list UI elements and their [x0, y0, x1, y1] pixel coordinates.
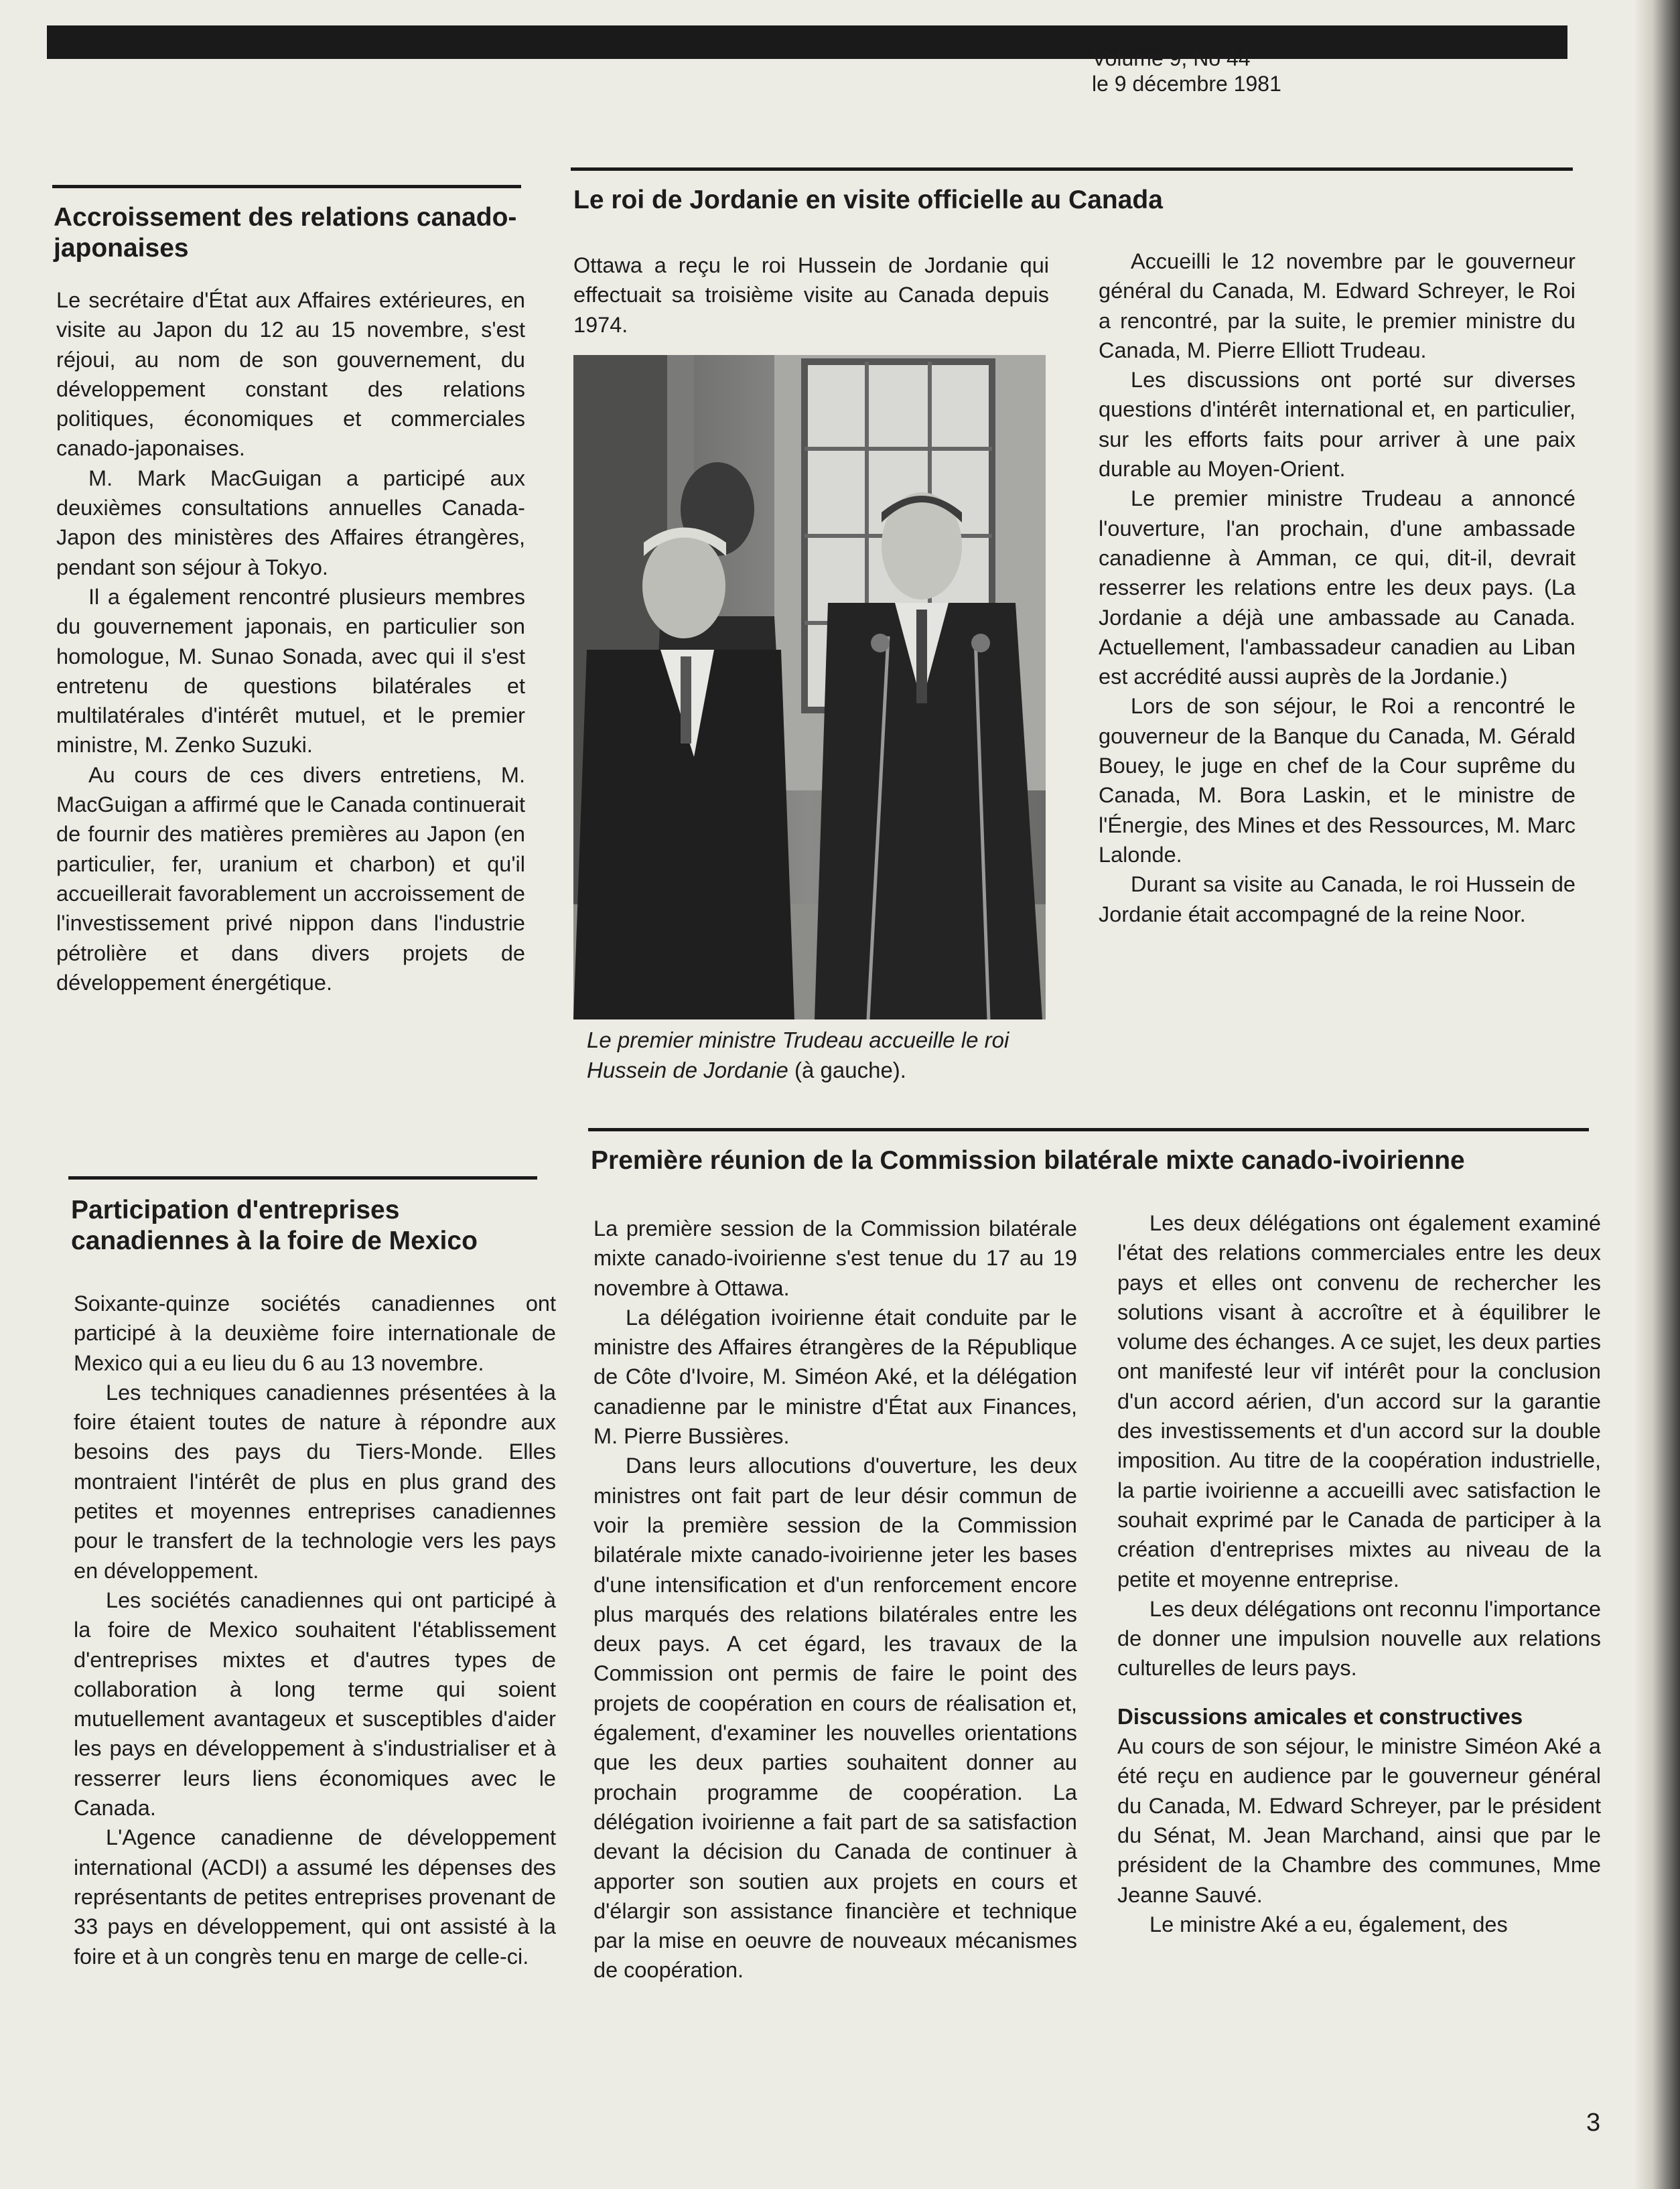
article-rule: [571, 167, 1573, 171]
caption-italic: Le premier ministre Trudeau accueille le roi Hussein de Jordanie: [587, 1028, 1009, 1082]
paragraph: La première session de la Commission bilatérale mixte canado-ivoirienne s'est tenue du 17 au 19 novembre à Ottawa.: [593, 1216, 1077, 1300]
article-body-japan: [56, 285, 525, 997]
article-rule: [52, 185, 521, 188]
article-body-ivory-col2: [1117, 1208, 1601, 1939]
article-title-japan: Accroissement des relations canado-japonaises: [54, 203, 517, 263]
article-rule: [68, 1176, 537, 1180]
subheading-discussions: Discussions amicales et constructives: [1117, 1703, 1523, 1729]
paragraph: Le premier ministre Trudeau a annoncé l'ouverture, l'an prochain, d'une ambassade canadienne à Amman, ce qui, dit-il, devrait resserrer les relations entre les deux pays. (La Jordanie a déjà une ambassade au Canada. Actuellement, l'ambassadeur canadien au Liban est accrédité aussi auprès de la Jordanie.): [1099, 486, 1576, 689]
header-rule: [47, 25, 1567, 59]
paragraph: Le secrétaire d'État aux Affaires extérieures, en visite au Japon du 12 au 15 novembre, s'est réjoui, au nom de son gouvernement, du développement constant des relations politiques, économiques et commerciales canado-japonaises.: [56, 288, 525, 461]
article-title-jordan: Le roi de Jordanie en visite officielle au Canada: [573, 186, 1163, 214]
paragraph: Les deux délégations ont reconnu l'importance de donner une impulsion nouvelle aux relations culturelles de leurs pays.: [1117, 1596, 1601, 1681]
article-body-ivory-col1: [593, 1214, 1077, 1985]
paragraph: M. Mark MacGuigan a participé aux deuxièmes consultations annuelles Canada-Japon des ministères des Affaires étrangères, pendant son séjour à Tokyo.: [56, 466, 525, 579]
article-body-mexico: [74, 1289, 556, 1971]
article-title-mexico: Participation d'entreprises canadiennes à la foire de Mexico: [71, 1196, 478, 1255]
article-rule: [588, 1128, 1589, 1131]
paragraph: Le ministre Aké a eu, également, des: [1149, 1912, 1508, 1936]
page-number: 3: [1586, 2109, 1601, 2137]
paragraph: Les techniques canadiennes présentées à la foire étaient toutes de nature à répondre aux besoins des pays du Tiers-Monde. Elles montraient l'intérêt de plus en plus grand des petites et moyennes entreprises canadiennes pour le transfert de la technologie vers les pays en développement.: [74, 1380, 556, 1583]
article-intro-jordan: [573, 251, 1049, 340]
page-edge-shadow: [1634, 0, 1680, 2189]
photo-illustration: [573, 355, 1046, 1019]
paragraph: Durant sa visite au Canada, le roi Hussein de Jordanie était accompagné de la reine Noor.: [1099, 872, 1576, 926]
photo-trudeau-hussein: [573, 355, 1046, 1019]
paragraph: La délégation ivoirienne était conduite par le ministre des Affaires étrangères de la République de Côte d'Ivoire, M. Siméon Aké, et la délégation canadienne par le ministre d'État aux Finances, M. Pierre Bussières.: [593, 1305, 1077, 1449]
paragraph: L'Agence canadienne de développement international (ACDI) a assumé les dépenses des représentants de petites entreprises provenant de 33 pays en développement, qui ont assisté à la foire et à un congrès tenu en marge de celle-ci.: [74, 1825, 556, 1969]
paragraph: Les sociétés canadiennes qui ont participé à la foire de Mexico souhaitent l'établissement d'entreprises mixtes et d'autres types de collaboration à long terme qui soient mutuellement avantageux et susceptibles d'aider les pays en développement à s'industrialiser et à resserrer leurs liens économiques avec le Canada.: [74, 1587, 556, 1821]
issue-info: [1092, 46, 1281, 96]
issue-date: le 9 décembre 1981: [1092, 72, 1281, 96]
paragraph: Dans leurs allocutions d'ouverture, les deux ministres ont fait part de leur désir commun de voir la première session de la Commission bilatérale mixte canado-ivoirienne jeter les bases d'une intensification et d'un renforcement encore plus marqués des relations bilatérales entre les deux pays. A cet égard, les travaux de la Commission ont permis de faire le point des projets de coopération en cours de réalisation et, également, d'examiner les nouvelles orientations que les deux parties souhaitent donner au prochain programme de coopération. La délégation ivoirienne a fait part de sa satisfaction devant la décision du Canada de continuer à apporter son soutien aux projets en cours et d'élargir son assistance financière et technique par la mise en oeuvre de nouveaux mécanismes de coopération.: [593, 1454, 1077, 1983]
volume-number: Volume 9, No 44: [1092, 46, 1251, 70]
paragraph: Il a également rencontré plusieurs membres du gouvernement japonais, en particulier son homologue, M. Sunao Sonada, avec qui il s'est entretenu de questions bilatérales et multilatérales d'intérêt mutuel, et le premier ministre, M. Zenko Suzuki.: [56, 584, 525, 758]
photo-caption: [587, 1025, 1062, 1085]
paragraph: Au cours de son séjour, le ministre Siméon Aké a été reçu en audience par le gouverneur général du Canada, M. Edward Schreyer, par le président du Sénat, M. Jean Marchand, ainsi que par le président de la Chambre des communes, Mme Jeanne Sauvé.: [1117, 1734, 1601, 1907]
paragraph: Les discussions ont porté sur diverses questions d'intérêt international et, en particulier, sur les efforts faits pour arriver à une paix durable au Moyen-Orient.: [1099, 368, 1576, 482]
paragraph: Lors de son séjour, le Roi a rencontré le gouverneur de la Banque du Canada, M. Gérald Bouey, le juge en chef de la Cour suprême du Canada, M. Bora Laskin, et le ministre de l'Énergie, des Mines et des Ressources, M. Marc Lalonde.: [1099, 694, 1576, 867]
caption-plain: (à gauche).: [788, 1058, 906, 1082]
paragraph: Accueilli le 12 novembre par le gouverneur général du Canada, M. Edward Schreyer, le Roi a rencontré, par la suite, le premier ministre du Canada, M. Pierre Elliott Trudeau.: [1099, 249, 1576, 362]
paragraph: Les deux délégations ont également examiné l'état des relations commerciales entre les deux pays et elles ont convenu de rechercher les solutions visant à accroître et à équilibrer le volume des échanges. A ce sujet, les deux parties ont manifesté leur vif intérêt pour la conclusion d'un accord aérien, d'un accord sur la garantie des investissements et d'un accord sur la double imposition. Au titre de la coopération industrielle, la partie ivoirienne a accueilli avec satisfaction le souhait exprimé par le Canada de participer à la création d'entreprises mixtes au niveau de la petite et moyenne entreprise.: [1117, 1211, 1601, 1592]
article-title-ivory: Première réunion de la Commission bilatérale mixte canado-ivoirienne: [591, 1146, 1465, 1175]
article-body-jordan: [1099, 246, 1576, 929]
paragraph: Ottawa a reçu le roi Hussein de Jordanie qui effectuait sa troisième visite au Canada depuis 1974.: [573, 253, 1049, 337]
paragraph: Soixante-quinze sociétés canadiennes ont participé à la deuxième foire internationale de Mexico qui a eu lieu du 6 au 13 novembre.: [74, 1291, 556, 1375]
paragraph: Au cours de ces divers entretiens, M. MacGuigan a affirmé que le Canada continuerait de fournir des matières premières au Japon (en particulier, fer, uranium et charbon) et qu'il accueillerait favorablement un accroissement de l'investissement privé nippon dans l'industrie pétrolière et dans divers projets de développement énergétique.: [56, 762, 525, 995]
